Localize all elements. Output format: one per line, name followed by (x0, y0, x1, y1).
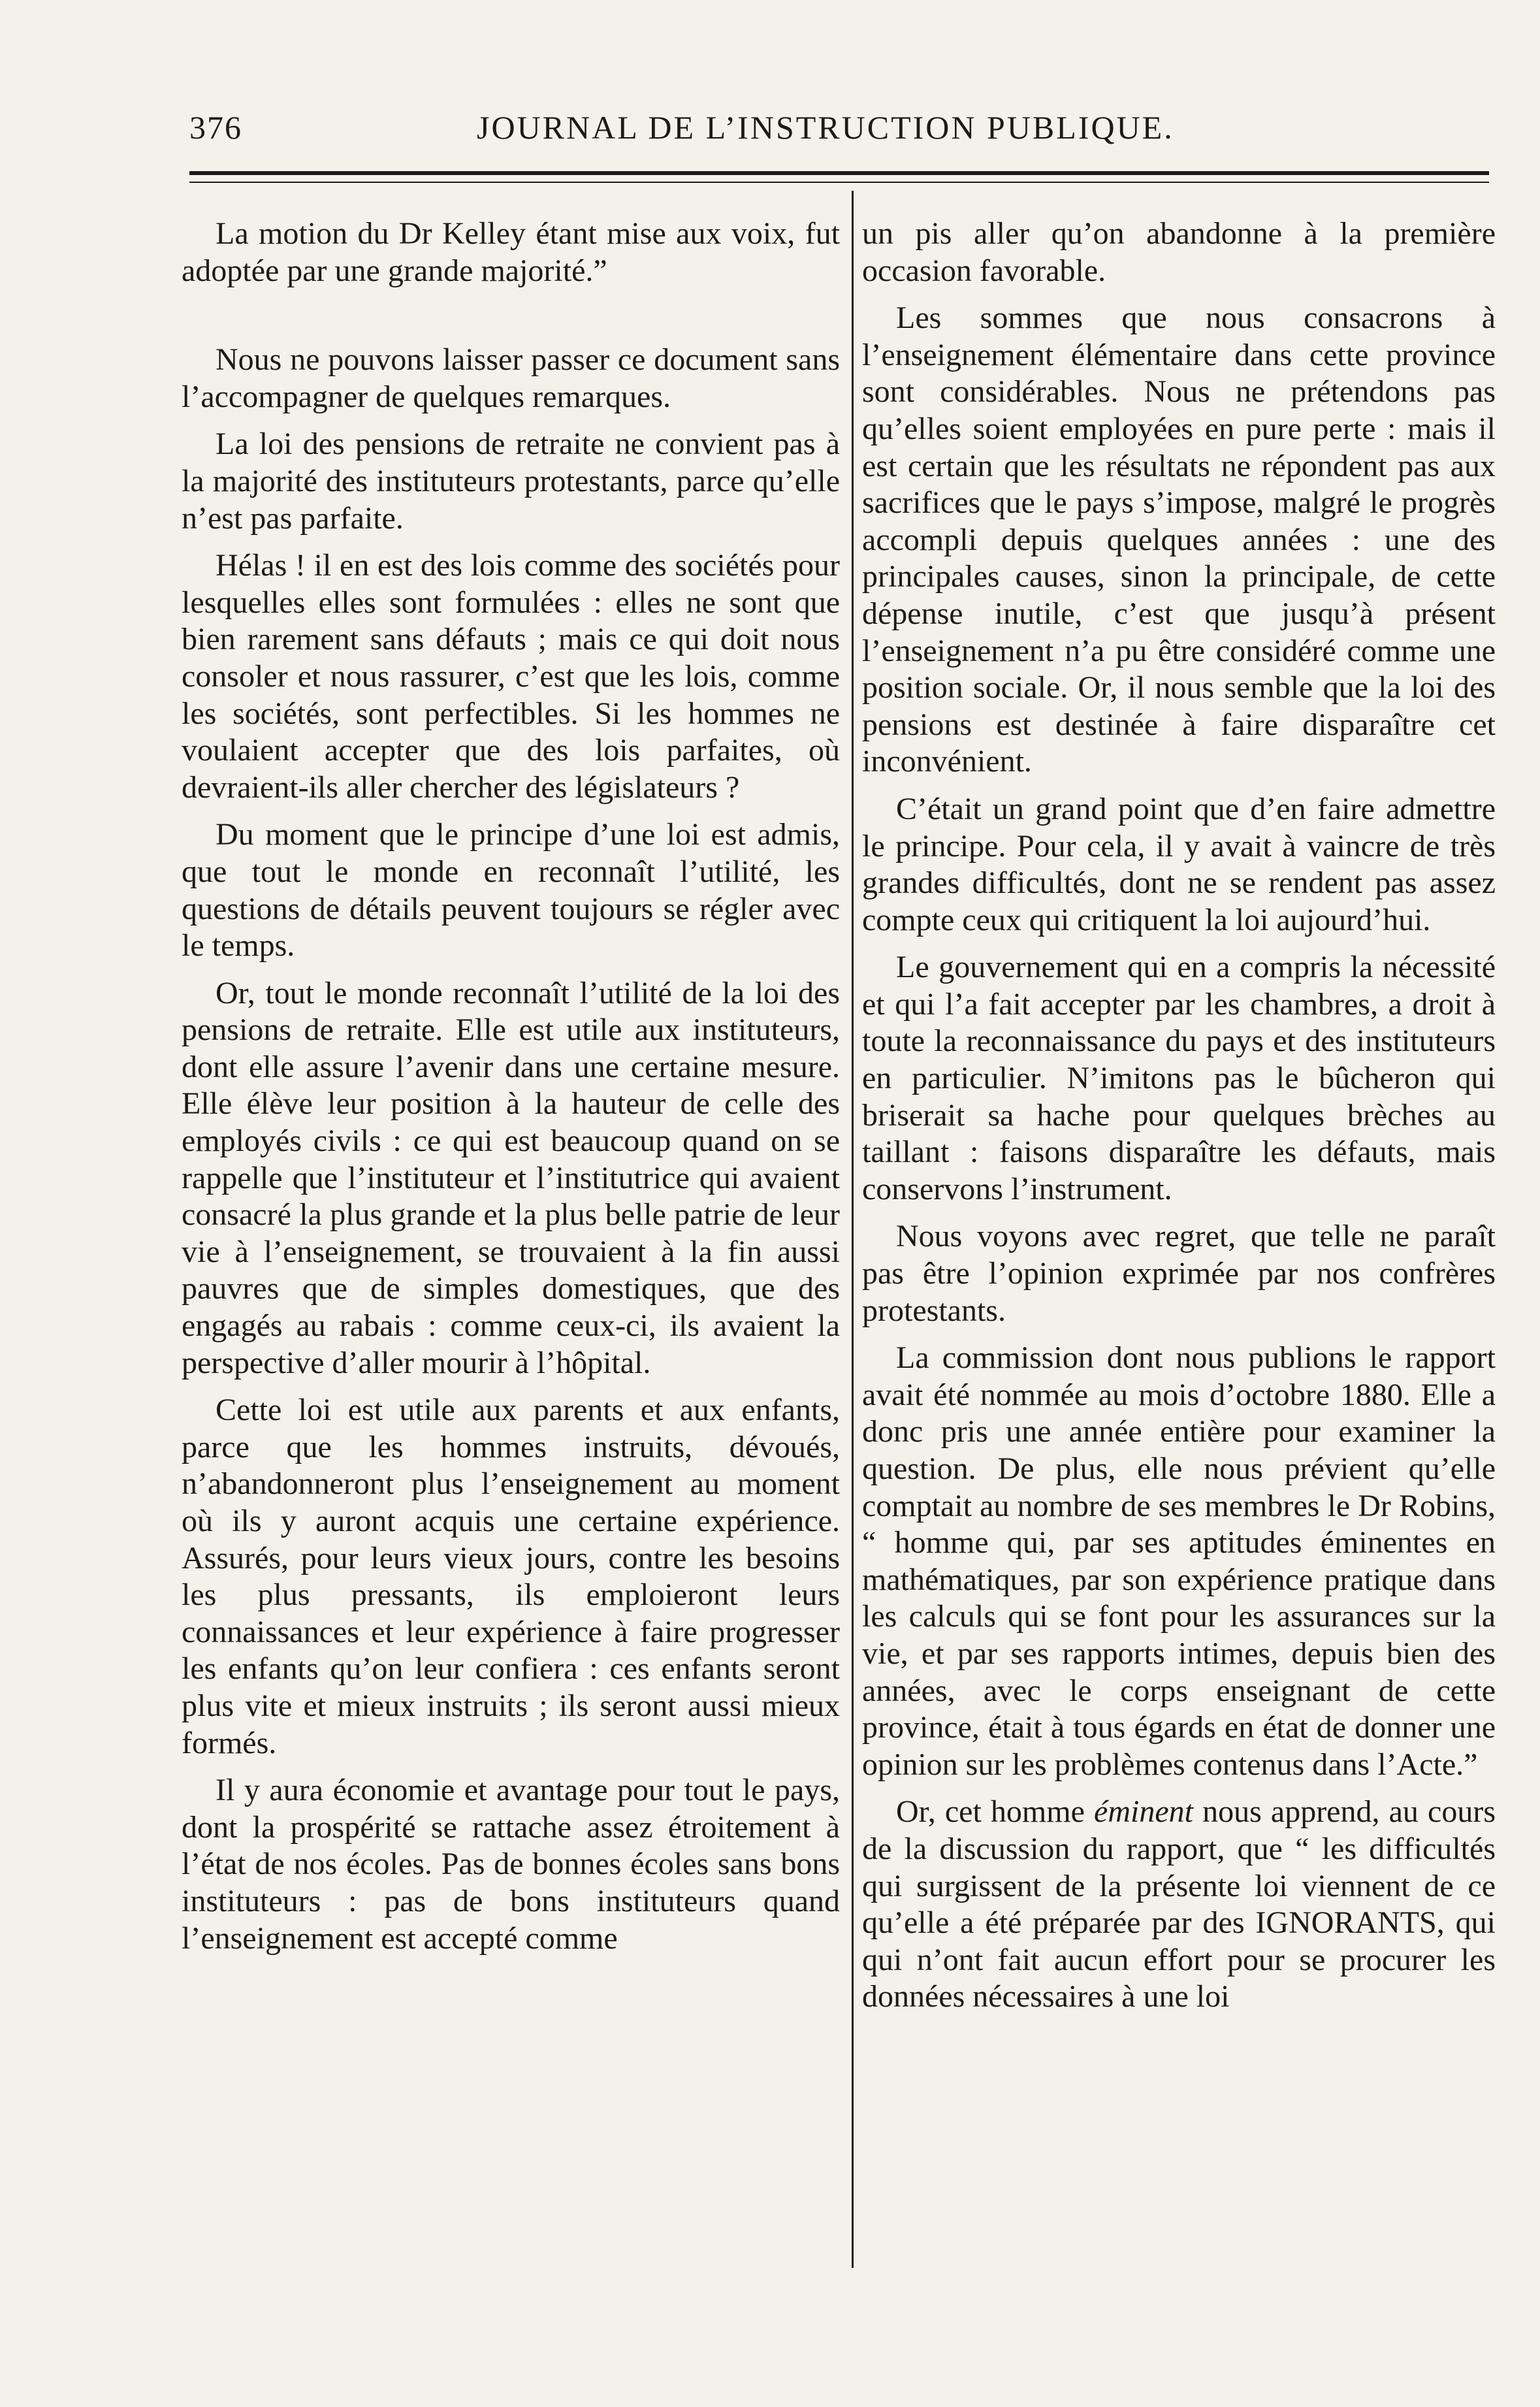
paragraph (862, 1794, 1496, 2016)
left-column (182, 216, 840, 1967)
paragraph: Le gouvernement qui en a compris la nécessité et qui l’a fait accepter par les chambres, a droit à toute la reconnaissance du pays et des instituteurs en particulier. N’imitons pas le bûcheron qui briserait sa hache pour quelques brèches au taillant : faisons disparaître les défauts, mais conservons l’instrument. (862, 950, 1496, 1206)
emphasis-text: éminent (1094, 1794, 1193, 1830)
paragraph: Les sommes que nous consacrons à l’enseignement élémentaire dans cette province sont considérables. Nous ne prétendons pas qu’elles soient employées en pure perte : mais il est certain que les résultats ne répondent pas aux sacrifices que le pays s’impose, malgré le progrès accompli depuis quelques années : une des principales causes, sinon la principale, de cette dépense inutile, c’est que jusqu’à présent l’enseignement n’a pu être considéré comme une position sociale. Or, il nous semble que la loi des pensions est destinée à faire disparaître cet inconvénient. (862, 300, 1496, 779)
header-rule-thin (189, 182, 1489, 183)
paragraph: La commission dont nous publions le rapport avait été nommée au mois d’octobre 1880. Elle a donc pris une année entière pour examiner la question. De plus, elle nous prévient qu’elle comptait au nombre de ses membres le Dr Robins, “ homme qui, par ses aptitudes éminentes en mathématiques, par son expérience pratique dans les calculs qui se font pour les assurances sur la vie, et par ses rapports intimes, depuis bien des années, avec le corps enseignant de cette province, était à tous égards en état de donner une opinion sur les problèmes contenus dans l’Acte.” (862, 1340, 1496, 1782)
paragraph: Cette loi est utile aux parents et aux enfants, parce que les hommes instruits, dévoués, n’abandonneront plus l’enseignement au moment où ils y auront acquis une certaine expérience. Assurés, pour leurs vieux jours, contre les besoins les plus pressants, ils emploieront leurs connaissances et leur expérience à faire progresser les enfants qu’on leur confiera : ces enfants seront plus vite et mieux instruits ; ils seront aussi mieux formés. (182, 1393, 840, 1760)
paragraph: Or, tout le monde reconnaît l’utilité de la loi des pensions de retraite. Elle est utile aux instituteurs, dont elle assure l’avenir dans une certaine mesure. Elle élève leur position à la hauteur de celle des employés civils : ce qui est beaucoup quand on se rappelle que l’instituteur et l’institutrice qui avaient consacré la plus grande et la plus belle patrie de leur vie à l’enseignement, se trouvaient à la fin aussi pauvres que de simples domestiques, que des engagés au rabais : comme ceux-ci, ils avaient la perspective d’aller mourir à l’hôpital. (182, 975, 840, 1380)
paragraph: Du moment que le principe d’une loi est admis, que tout le monde en reconnaît l’utilité, les questions de détails peuvent toujours se régler avec le temps. (182, 817, 840, 963)
paragraph: La motion du Dr Kelley étant mise aux voix, fut adoptée par une grande majorité.” (182, 216, 840, 288)
paragraph: un pis aller qu’on abandonne à la première occasion favorable. (862, 216, 1496, 288)
paragraph: Nous voyons avec regret, que telle ne paraît pas être l’opinion exprimée par nos confrères protestants. (862, 1219, 1496, 1328)
paragraph: Hélas ! il en est des lois comme des sociétés pour lesquelles elles sont formulées : elles ne sont que bien rarement sans défauts ; mais ce qui doit nous consoler et nous rassurer, c’est que les lois, comme les sociétés, sont perfectibles. Si les hommes ne voulaient accepter que des lois parfaites, où devraient-ils aller chercher des législateurs ? (182, 548, 840, 805)
header-rule-thick (189, 171, 1489, 175)
paragraph: C’était un grand point que d’en faire admettre le principe. Pour cela, il y avait à vaincre de très grandes difficultés, dont ne se rendent pas assez compte ceux qui critiquent la loi aujourd’hui. (862, 791, 1496, 937)
right-column (862, 216, 1496, 2026)
paragraph: Il y aura économie et avantage pour tout le pays, dont la prospérité se rattache assez étroitement à l’état de nos écoles. Pas de bonnes écoles sans bons instituteurs : pas de bons instituteurs quand l’enseignement est accepté comme (182, 1773, 840, 1956)
running-title: JOURNAL DE L’INSTRUCTION PUBLIQUE. (477, 109, 1174, 146)
paragraph: Nous ne pouvons laisser passer ce document sans l’accompagner de quelques remarques. (182, 342, 840, 414)
text-run: nous apprend, au cours de la discussion du rapport, que “ les difficultés qui surgissent de la présente loi viennent de ce qu’elle a été préparée par des IGNORANTS, qui qui n’ont fait aucun effort pour se procurer les données nécessaires à une loi (862, 1794, 1496, 2014)
text-run: Or, cet homme (896, 1794, 1095, 1830)
page-number: 376 (189, 109, 242, 146)
column-divider (852, 191, 854, 2268)
paragraph: La loi des pensions de retraite ne convient pas à la majorité des instituteurs protestants, parce qu’elle n’est pas parfaite. (182, 427, 840, 536)
page-header (189, 103, 1489, 155)
